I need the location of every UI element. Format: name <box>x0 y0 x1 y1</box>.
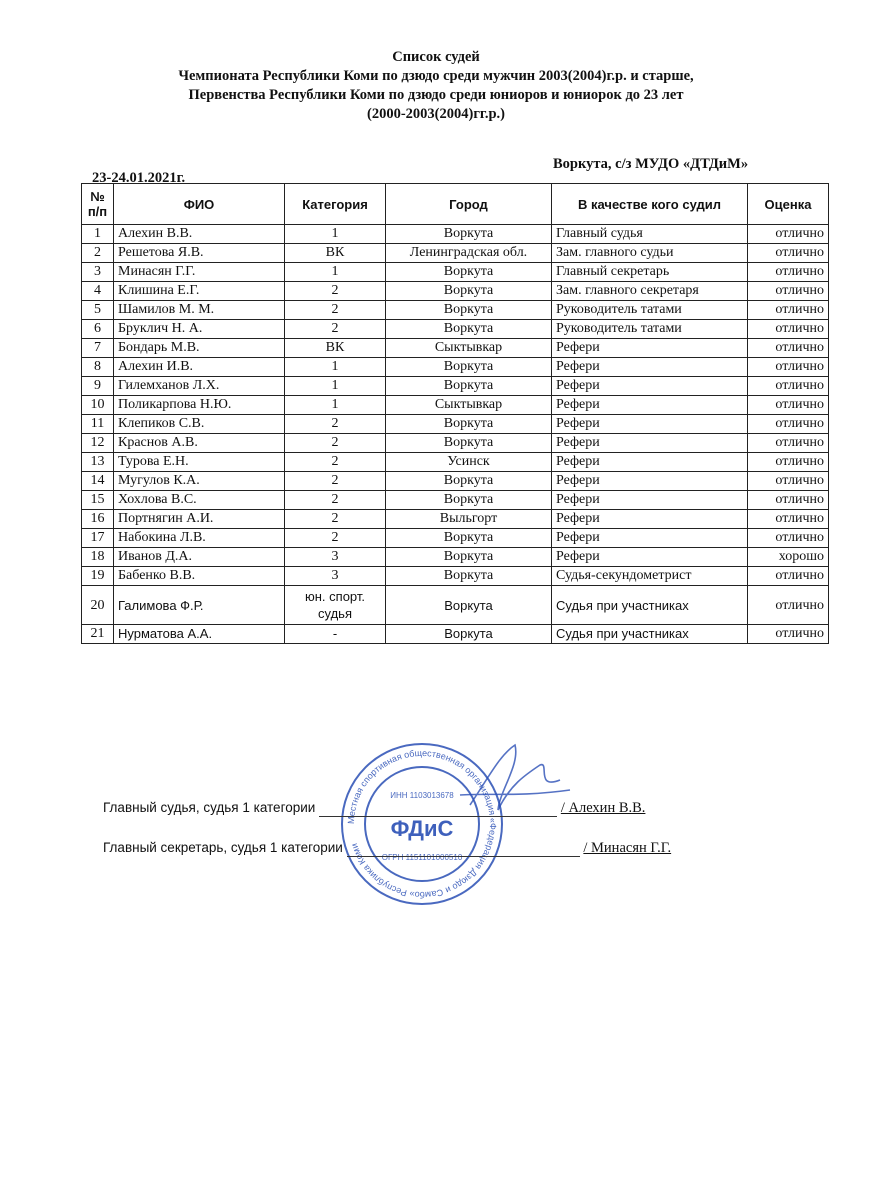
cell-number: 4 <box>82 282 114 301</box>
chief-secretary-label: Главный секретарь, судья 1 категории <box>103 840 343 855</box>
stamp-ogrn: ОГРН 1151101000510 <box>381 853 463 862</box>
cell-category: 1 <box>285 263 386 282</box>
column-header-city: Город <box>386 184 552 225</box>
cell-mark: отлично <box>748 339 829 358</box>
table-row <box>82 282 829 301</box>
cell-role: Зам. главного судьи <box>552 244 748 263</box>
column-header-mark: Оценка <box>748 184 829 225</box>
cell-name: Портнягин А.И. <box>114 510 285 529</box>
column-header-name: ФИО <box>114 184 285 225</box>
cell-mark: отлично <box>748 282 829 301</box>
table-row <box>82 377 829 396</box>
cell-name: Набокина Л.В. <box>114 529 285 548</box>
chief-secretary-signature-line <box>103 840 671 857</box>
cell-category: юн. спорт. судья <box>285 586 386 625</box>
signature-blank <box>319 816 557 817</box>
cell-role: Рефери <box>552 510 748 529</box>
cell-role: Рефери <box>552 453 748 472</box>
cell-mark: отлично <box>748 244 829 263</box>
cell-role: Главный судья <box>552 225 748 244</box>
table-body <box>82 225 829 644</box>
cell-number: 10 <box>82 396 114 415</box>
cell-mark: отлично <box>748 358 829 377</box>
cell-name: Бондарь М.В. <box>114 339 285 358</box>
cell-number: 6 <box>82 320 114 339</box>
cell-role: Судья-секундометрист <box>552 567 748 586</box>
cell-city: Воркута <box>386 377 552 396</box>
cell-category: 1 <box>285 377 386 396</box>
cell-category: 2 <box>285 301 386 320</box>
cell-name: Решетова Я.В. <box>114 244 285 263</box>
cell-role: Судья при участниках <box>552 625 748 644</box>
cell-mark: отлично <box>748 396 829 415</box>
cell-mark: отлично <box>748 377 829 396</box>
cell-name: Гилемханов Л.Х. <box>114 377 285 396</box>
cell-role: Рефери <box>552 377 748 396</box>
cell-name: Алехин И.В. <box>114 358 285 377</box>
cell-city: Воркута <box>386 434 552 453</box>
judges-table <box>81 183 829 644</box>
cell-mark: отлично <box>748 567 829 586</box>
cell-number: 17 <box>82 529 114 548</box>
cell-category: 3 <box>285 567 386 586</box>
cell-mark: отлично <box>748 415 829 434</box>
cell-number: 16 <box>82 510 114 529</box>
cell-city: Ленинградская обл. <box>386 244 552 263</box>
table-row <box>82 491 829 510</box>
table-row <box>82 301 829 320</box>
cell-number: 2 <box>82 244 114 263</box>
cell-name: Галимова Ф.Р. <box>114 586 285 625</box>
chief-judge-label: Главный судья, судья 1 категории <box>103 800 316 815</box>
cell-category: 2 <box>285 510 386 529</box>
table-header-row <box>82 184 829 225</box>
stamp-ring-text: Местная спортивная общественная организация «Федерация Дзюдо и Самбо» Республика Коми <box>345 747 499 901</box>
cell-number: 18 <box>82 548 114 567</box>
table-row <box>82 225 829 244</box>
cell-mark: отлично <box>748 491 829 510</box>
cell-role: Судья при участниках <box>552 586 748 625</box>
cell-number: 19 <box>82 567 114 586</box>
cell-role: Рефери <box>552 396 748 415</box>
cell-city: Воркута <box>386 263 552 282</box>
cell-city: Воркута <box>386 548 552 567</box>
cell-category: 2 <box>285 472 386 491</box>
cell-city: Воркута <box>386 529 552 548</box>
cell-number: 7 <box>82 339 114 358</box>
cell-role: Рефери <box>552 434 748 453</box>
chief-judge-name: / Алехин В.В. <box>560 800 646 816</box>
cell-number: 8 <box>82 358 114 377</box>
cell-number: 20 <box>82 586 114 625</box>
cell-category: 1 <box>285 358 386 377</box>
table-row <box>82 244 829 263</box>
cell-category: ВК <box>285 244 386 263</box>
event-venue: Воркута, с/з МУДО «ДТДиМ» <box>553 156 749 172</box>
cell-number: 13 <box>82 453 114 472</box>
cell-city: Воркута <box>386 225 552 244</box>
cell-name: Нурматова А.А. <box>114 625 285 644</box>
cell-mark: отлично <box>748 453 829 472</box>
table-row <box>82 434 829 453</box>
table-row <box>82 548 829 567</box>
cell-number: 12 <box>82 434 114 453</box>
cell-name: Бруклич Н. А. <box>114 320 285 339</box>
column-header-number: № п/п <box>82 184 114 225</box>
cell-city: Воркута <box>386 567 552 586</box>
signature-blank <box>347 856 580 857</box>
cell-name: Поликарпова Н.Ю. <box>114 396 285 415</box>
cell-role: Главный секретарь <box>552 263 748 282</box>
cell-category: - <box>285 625 386 644</box>
cell-city: Воркута <box>386 491 552 510</box>
cell-mark: отлично <box>748 529 829 548</box>
stamp-inn: ИНН 1103013678 <box>390 791 454 800</box>
cell-city: Воркута <box>386 358 552 377</box>
cell-name: Краснов А.В. <box>114 434 285 453</box>
table-row <box>82 510 829 529</box>
cell-name: Минасян Г.Г. <box>114 263 285 282</box>
document-title: Список судей <box>392 49 480 65</box>
table-row <box>82 263 829 282</box>
cell-name: Турова Е.Н. <box>114 453 285 472</box>
cell-number: 9 <box>82 377 114 396</box>
table-row <box>82 567 829 586</box>
cell-mark: отлично <box>748 434 829 453</box>
cell-category: 2 <box>285 282 386 301</box>
document-subtitle-line-2: Первенства Республики Коми по дзюдо среди юниоров и юниорок до 23 лет <box>188 87 684 103</box>
cell-city: Воркута <box>386 625 552 644</box>
cell-city: Воркута <box>386 282 552 301</box>
cell-name: Иванов Д.А. <box>114 548 285 567</box>
cell-role: Зам. главного секретаря <box>552 282 748 301</box>
table-row <box>82 453 829 472</box>
cell-category: ВК <box>285 339 386 358</box>
document-subtitle-line-1: Чемпионата Республики Коми по дзюдо среди мужчин 2003(2004)г.р. и старше, <box>178 68 694 84</box>
cell-city: Выльгорт <box>386 510 552 529</box>
cell-mark: отлично <box>748 301 829 320</box>
table-row <box>82 358 829 377</box>
column-header-role: В качестве кого судил <box>552 184 748 225</box>
cell-mark: отлично <box>748 625 829 644</box>
cell-number: 15 <box>82 491 114 510</box>
stamp-logo-text: ФДиС <box>390 816 454 841</box>
cell-category: 1 <box>285 225 386 244</box>
cell-category: 2 <box>285 529 386 548</box>
cell-name: Алехин В.В. <box>114 225 285 244</box>
table-row <box>82 625 829 644</box>
table-row <box>82 320 829 339</box>
cell-role: Рефери <box>552 529 748 548</box>
chief-judge-signature-line <box>103 800 645 817</box>
document-header <box>0 48 872 124</box>
cell-mark: хорошо <box>748 548 829 567</box>
cell-category: 3 <box>285 548 386 567</box>
table-row <box>82 415 829 434</box>
cell-city: Воркута <box>386 301 552 320</box>
cell-city: Усинск <box>386 453 552 472</box>
cell-category: 2 <box>285 491 386 510</box>
cell-city: Сыктывкар <box>386 396 552 415</box>
cell-number: 1 <box>82 225 114 244</box>
column-header-category: Категория <box>285 184 386 225</box>
cell-city: Сыктывкар <box>386 339 552 358</box>
cell-city: Воркута <box>386 320 552 339</box>
table-row <box>82 472 829 491</box>
cell-name: Мугулов К.А. <box>114 472 285 491</box>
cell-category: 1 <box>285 396 386 415</box>
cell-number: 14 <box>82 472 114 491</box>
cell-role: Руководитель татами <box>552 320 748 339</box>
cell-number: 21 <box>82 625 114 644</box>
cell-city: Воркута <box>386 472 552 491</box>
table-row <box>82 586 829 625</box>
cell-category: 2 <box>285 415 386 434</box>
cell-number: 5 <box>82 301 114 320</box>
cell-mark: отлично <box>748 510 829 529</box>
event-date: 23-24.01.2021г. <box>92 170 186 186</box>
cell-name: Хохлова В.С. <box>114 491 285 510</box>
cell-category: 2 <box>285 434 386 453</box>
cell-role: Руководитель татами <box>552 301 748 320</box>
cell-category: 2 <box>285 320 386 339</box>
cell-mark: отлично <box>748 472 829 491</box>
document-subtitle-line-3: (2000-2003(2004)гг.р.) <box>367 106 505 122</box>
table-row <box>82 339 829 358</box>
cell-number: 3 <box>82 263 114 282</box>
cell-role: Рефери <box>552 472 748 491</box>
cell-name: Клишина Е.Г. <box>114 282 285 301</box>
cell-name: Бабенко В.В. <box>114 567 285 586</box>
cell-role: Рефери <box>552 339 748 358</box>
table-row <box>82 529 829 548</box>
cell-category: 2 <box>285 453 386 472</box>
cell-number: 11 <box>82 415 114 434</box>
cell-mark: отлично <box>748 586 829 625</box>
cell-role: Рефери <box>552 548 748 567</box>
cell-role: Рефери <box>552 491 748 510</box>
cell-name: Клепиков С.В. <box>114 415 285 434</box>
cell-role: Рефери <box>552 358 748 377</box>
cell-mark: отлично <box>748 225 829 244</box>
cell-city: Воркута <box>386 415 552 434</box>
cell-mark: отлично <box>748 263 829 282</box>
cell-role: Рефери <box>552 415 748 434</box>
cell-city: Воркута <box>386 586 552 625</box>
cell-mark: отлично <box>748 320 829 339</box>
table-row <box>82 396 829 415</box>
chief-secretary-name: / Минасян Г.Г. <box>583 840 672 856</box>
cell-name: Шамилов М. М. <box>114 301 285 320</box>
